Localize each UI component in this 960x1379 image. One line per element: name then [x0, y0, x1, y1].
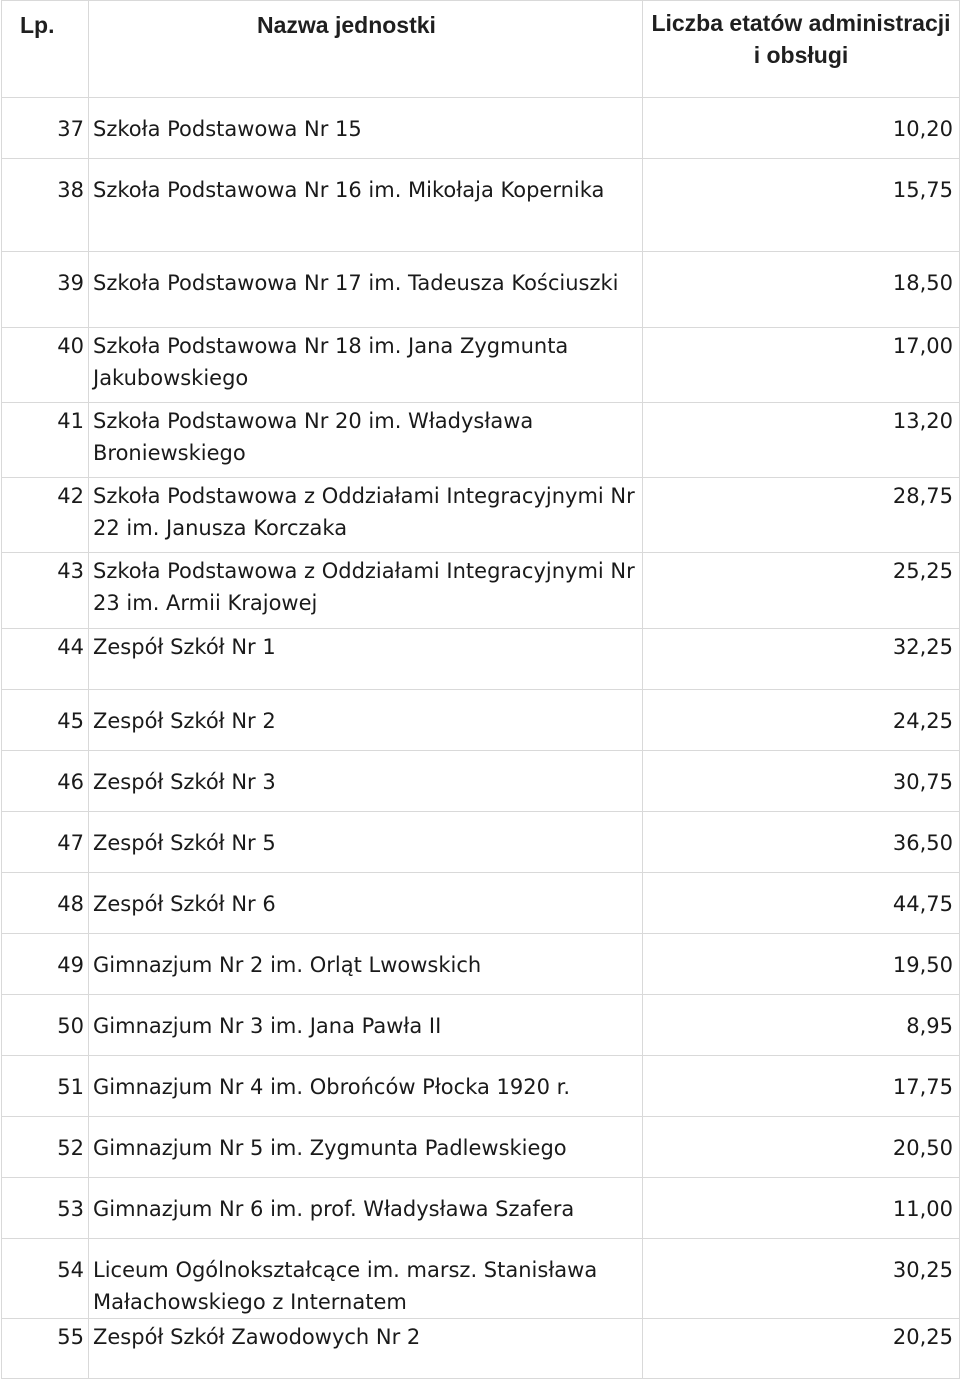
unit-name: Zespół Szkół Nr 2 [89, 690, 643, 751]
unit-name: Szkoła Podstawowa Nr 20 im. Władysława Broniewskiego [89, 403, 643, 478]
row-number: 41 [2, 403, 89, 478]
unit-name: Gimnazjum Nr 6 im. prof. Władysława Szafera [89, 1178, 643, 1239]
row-number: 39 [2, 252, 89, 328]
table-row [2, 159, 960, 252]
row-number: 46 [2, 751, 89, 812]
table-row [2, 934, 960, 995]
row-number: 47 [2, 812, 89, 873]
unit-name: Gimnazjum Nr 4 im. Obrońców Płocka 1920 r. [89, 1056, 643, 1117]
row-number: 44 [2, 629, 89, 690]
table-row [2, 553, 960, 629]
unit-name: Zespół Szkół Nr 3 [89, 751, 643, 812]
table-row [2, 478, 960, 553]
unit-name: Liceum Ogólnokształcące im. marsz. Stanisława Małachowskiego z Internatem [89, 1239, 643, 1319]
unit-name: Zespół Szkół Nr 5 [89, 812, 643, 873]
staff-count: 32,25 [643, 629, 960, 690]
row-number: 53 [2, 1178, 89, 1239]
unit-name: Szkoła Podstawowa Nr 15 [89, 98, 643, 159]
row-number: 51 [2, 1056, 89, 1117]
table-row [2, 252, 960, 328]
row-number: 55 [2, 1319, 89, 1379]
staff-count: 15,75 [643, 159, 960, 252]
unit-name: Szkoła Podstawowa Nr 18 im. Jana Zygmunta Jakubowskiego [89, 328, 643, 403]
unit-name: Gimnazjum Nr 5 im. Zygmunta Padlewskiego [89, 1117, 643, 1178]
staff-count: 28,75 [643, 478, 960, 553]
table-row [2, 1319, 960, 1379]
table-row [2, 403, 960, 478]
row-number: 54 [2, 1239, 89, 1319]
staff-count: 24,25 [643, 690, 960, 751]
table-row [2, 1117, 960, 1178]
row-number: 50 [2, 995, 89, 1056]
header-unit-name: Nazwa jednostki [89, 1, 643, 98]
unit-name: Szkoła Podstawowa z Oddziałami Integracyjnymi Nr 23 im. Armii Krajowej [89, 553, 643, 629]
unit-name: Gimnazjum Nr 2 im. Orląt Lwowskich [89, 934, 643, 995]
table-row [2, 751, 960, 812]
staffing-table [1, 0, 960, 1379]
row-number: 52 [2, 1117, 89, 1178]
table-row [2, 1239, 960, 1319]
table-row [2, 1056, 960, 1117]
table-row [2, 812, 960, 873]
staff-count: 36,50 [643, 812, 960, 873]
header-lp: Lp. [2, 1, 89, 98]
row-number: 43 [2, 553, 89, 629]
row-number: 42 [2, 478, 89, 553]
table-row [2, 873, 960, 934]
staff-count: 30,25 [643, 1239, 960, 1319]
table-row [2, 328, 960, 403]
staff-count: 44,75 [643, 873, 960, 934]
table-row [2, 995, 960, 1056]
unit-name: Gimnazjum Nr 3 im. Jana Pawła II [89, 995, 643, 1056]
table-row [2, 1178, 960, 1239]
row-number: 49 [2, 934, 89, 995]
staff-count: 18,50 [643, 252, 960, 328]
row-number: 48 [2, 873, 89, 934]
staff-count: 20,25 [643, 1319, 960, 1379]
staff-count: 8,95 [643, 995, 960, 1056]
header-row [2, 1, 960, 98]
table-row [2, 629, 960, 690]
staff-count: 11,00 [643, 1178, 960, 1239]
staff-count: 25,25 [643, 553, 960, 629]
row-number: 37 [2, 98, 89, 159]
unit-name: Szkoła Podstawowa Nr 17 im. Tadeusza Kościuszki [89, 252, 643, 328]
unit-name: Zespół Szkół Nr 1 [89, 629, 643, 690]
staff-count: 19,50 [643, 934, 960, 995]
staff-count: 10,20 [643, 98, 960, 159]
row-number: 40 [2, 328, 89, 403]
unit-name: Szkoła Podstawowa z Oddziałami Integracyjnymi Nr 22 im. Janusza Korczaka [89, 478, 643, 553]
table-row [2, 98, 960, 159]
unit-name: Szkoła Podstawowa Nr 16 im. Mikołaja Kopernika [89, 159, 643, 252]
staff-count: 17,75 [643, 1056, 960, 1117]
staff-count: 13,20 [643, 403, 960, 478]
unit-name: Zespół Szkół Nr 6 [89, 873, 643, 934]
staff-count: 30,75 [643, 751, 960, 812]
unit-name: Zespół Szkół Zawodowych Nr 2 [89, 1319, 643, 1379]
table-row [2, 690, 960, 751]
row-number: 38 [2, 159, 89, 252]
staff-count: 17,00 [643, 328, 960, 403]
header-staff-count: Liczba etatów administracji i obsługi [643, 1, 960, 98]
row-number: 45 [2, 690, 89, 751]
staff-count: 20,50 [643, 1117, 960, 1178]
